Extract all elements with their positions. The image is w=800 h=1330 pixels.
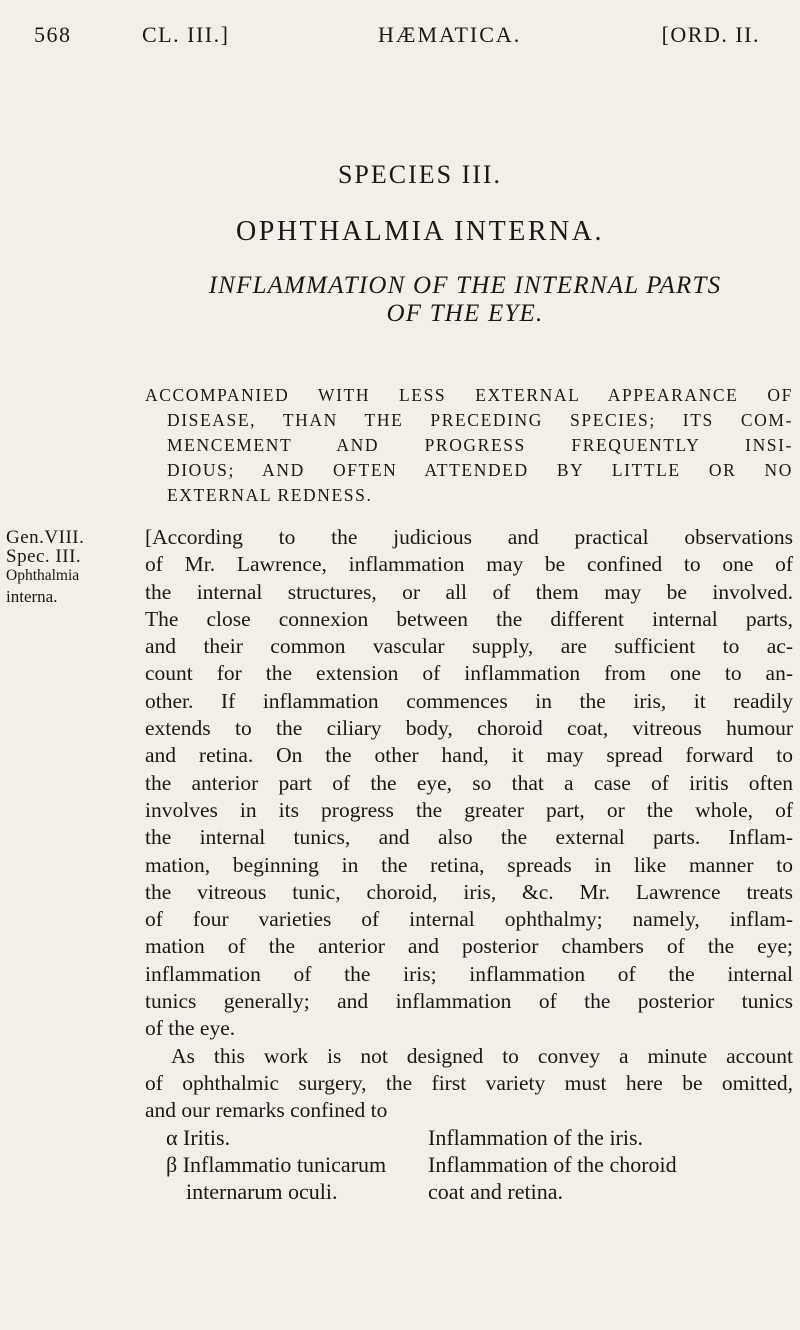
body-line: mation, beginning in the retina, spreads in like manner to bbox=[145, 852, 793, 877]
variety-english: Inflammation of the iris. bbox=[428, 1125, 644, 1150]
varieties-list bbox=[166, 1124, 796, 1205]
description-line: EXTERNAL REDNESS. bbox=[167, 485, 373, 505]
body-line: of four varieties of internal ophthalmy; namely, inflam- bbox=[145, 907, 793, 932]
page-number: 568 bbox=[34, 22, 72, 47]
body-line: and our remarks confined to bbox=[145, 1098, 388, 1123]
margin-genus: Gen.VIII. bbox=[6, 527, 85, 548]
description-line: MENCEMENT AND PROGRESS FREQUENTLY INSI- bbox=[167, 435, 793, 455]
list-item bbox=[166, 1124, 796, 1151]
subtitle bbox=[145, 272, 785, 328]
variety-latin: α Iritis. bbox=[166, 1125, 231, 1150]
body-line: tunics generally; and inflammation of the posterior tunics bbox=[145, 989, 793, 1014]
body-line: As this work is not designed to convey a minute account bbox=[171, 1043, 793, 1068]
margin-note bbox=[6, 528, 136, 606]
body-line: of the eye. bbox=[145, 1016, 236, 1041]
variety-latin: β Inflammatio tunicarum bbox=[166, 1152, 387, 1177]
list-item bbox=[166, 1151, 796, 1178]
body-line: The close connexion between the different internal parts, bbox=[145, 606, 793, 631]
body-text bbox=[145, 524, 793, 1125]
order-label: [ORD. II. bbox=[661, 22, 760, 47]
margin-species: Spec. III. bbox=[6, 546, 82, 567]
body-line: inflammation of the iris; inflammation of the internal bbox=[145, 961, 793, 986]
body-line: other. If inflammation commences in the iris, it readily bbox=[145, 688, 793, 713]
body-line: of ophthalmic surgery, the first variety must here be omitted, bbox=[145, 1070, 793, 1095]
margin-name: Ophthalmia bbox=[6, 567, 80, 584]
body-line: and retina. On the other hand, it may spread forward to bbox=[145, 743, 793, 768]
description-line: ACCOMPANIED WITH LESS EXTERNAL APPEARANCE OF bbox=[145, 385, 793, 405]
body-line: and their common vascular supply, are sufficient to ac- bbox=[145, 634, 793, 659]
body-line: involves in its progress the greater part, or the whole, of bbox=[145, 797, 793, 822]
body-line: extends to the ciliary body, choroid coat, vitreous humour bbox=[145, 716, 793, 741]
running-title: HÆMATICA. bbox=[378, 22, 522, 47]
body-line: mation of the anterior and posterior chambers of the eye; bbox=[145, 934, 793, 959]
subtitle-line: OF THE EYE. bbox=[386, 300, 544, 327]
body-line: count for the extension of inflammation from one to an- bbox=[145, 661, 793, 686]
description-line: DISEASE, THAN THE PRECEDING SPECIES; ITS COM- bbox=[167, 410, 793, 430]
body-line: [According to the judicious and practical observations bbox=[145, 525, 793, 549]
body-line: the anterior part of the eye, so that a case of iritis often bbox=[145, 770, 793, 795]
variety-english: Inflammation of the choroid bbox=[428, 1152, 677, 1177]
list-item bbox=[166, 1178, 796, 1205]
running-head bbox=[34, 22, 760, 54]
margin-qualifier: interna. bbox=[6, 587, 58, 606]
body-line: the internal tunics, and also the external parts. Inflam- bbox=[145, 825, 793, 850]
main-title: OPHTHALMIA INTERNA. bbox=[236, 216, 604, 247]
species-description bbox=[145, 383, 793, 508]
subtitle-line: INFLAMMATION OF THE INTERNAL PARTS bbox=[208, 272, 722, 299]
body-line: the internal structures, or all of them may be involved. bbox=[145, 579, 793, 604]
description-line: DIOUS; AND OFTEN ATTENDED BY LITTLE OR NO bbox=[167, 460, 793, 480]
species-heading: SPECIES III. bbox=[337, 160, 503, 189]
variety-english: coat and retina. bbox=[428, 1179, 563, 1204]
body-line: of Mr. Lawrence, inflammation may be confined to one of bbox=[145, 552, 793, 577]
variety-latin: internarum oculi. bbox=[186, 1179, 338, 1204]
body-line: the vitreous tunic, choroid, iris, &c. Mr. Lawrence treats bbox=[145, 879, 793, 904]
class-label: CL. III.] bbox=[142, 22, 230, 47]
